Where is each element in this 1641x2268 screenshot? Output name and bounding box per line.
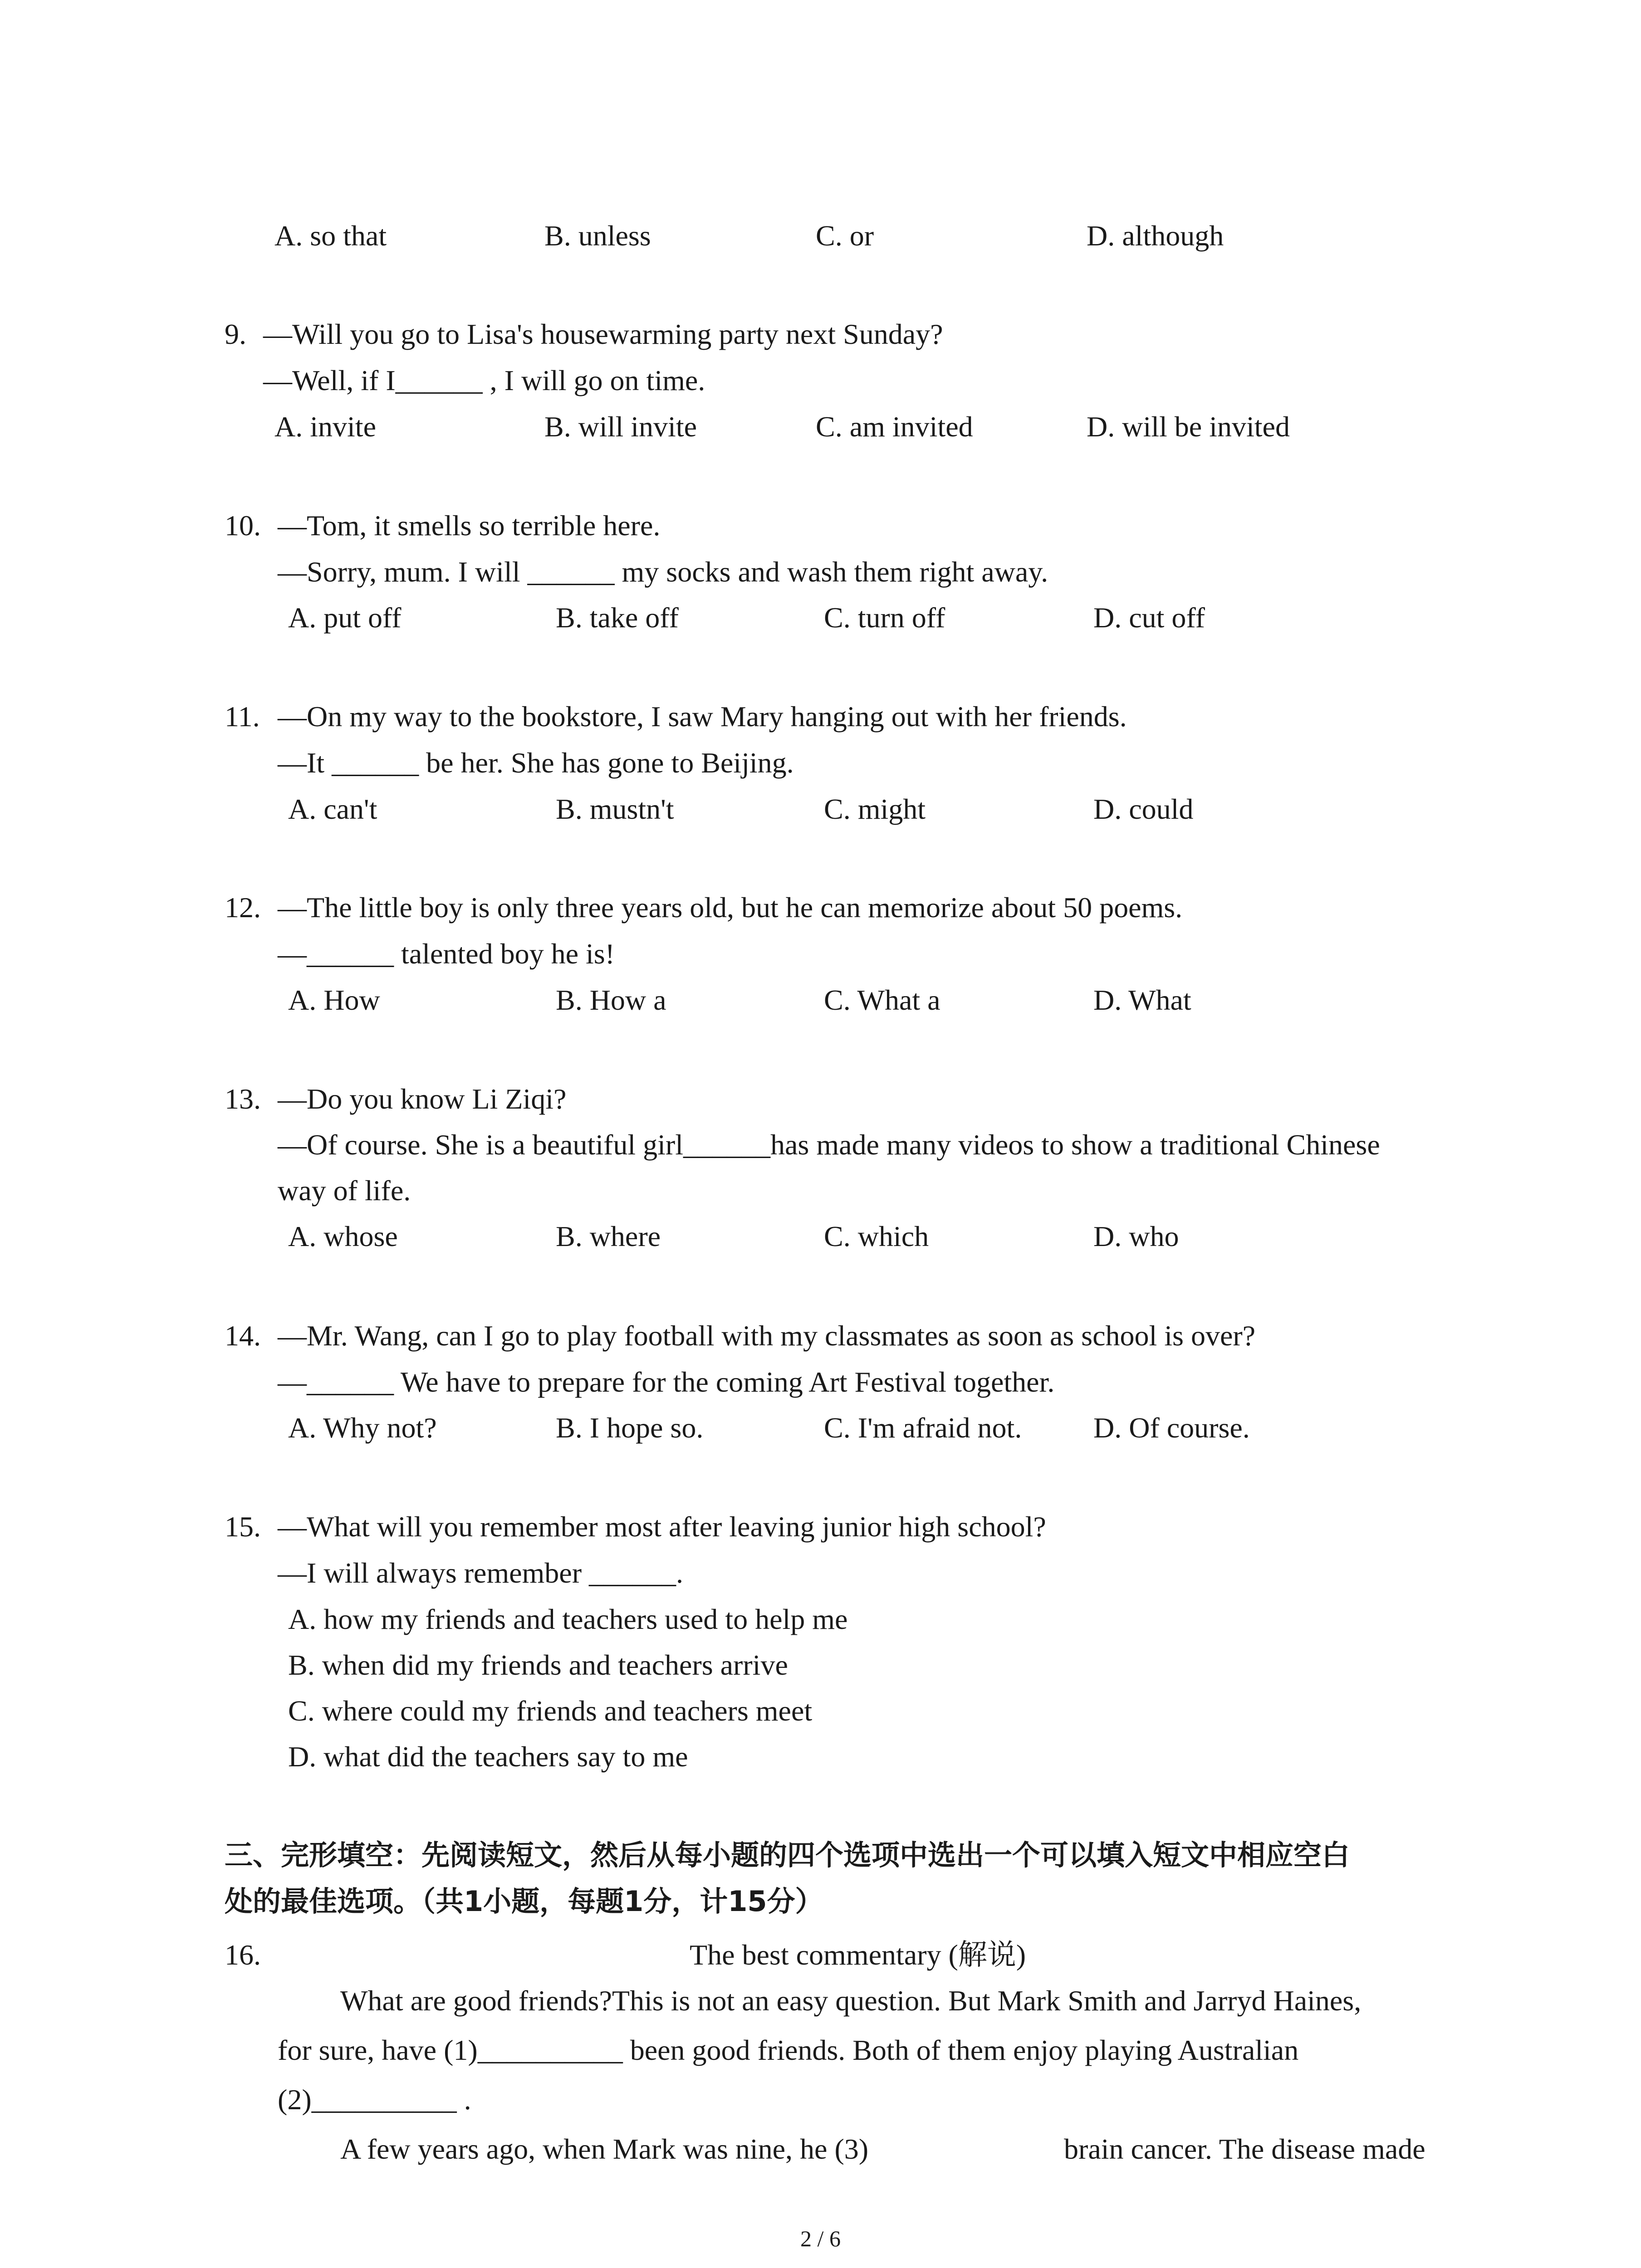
q15-option-b: B. when did my friends and teachers arrive — [288, 1649, 788, 1681]
q14-option-c: C. I'm afraid not. — [824, 1412, 1022, 1444]
q13-line-1: —Do you know Li Ziqi? — [278, 1083, 567, 1115]
passage-para1-line-1: What are good friends?This is not an easy question. But Mark Smith and Jarryd Haines, — [340, 1984, 1362, 2017]
q15-number: 15. — [225, 1510, 261, 1543]
q11-number: 11. — [225, 700, 260, 733]
q12-option-c: C. What a — [824, 984, 941, 1016]
q8-option-b: B. unless — [544, 220, 651, 252]
q13-number: 13. — [225, 1083, 261, 1115]
q10-option-c: C. turn off — [824, 601, 945, 634]
q12-number: 12. — [225, 891, 261, 924]
q14-option-a: A. Why not? — [288, 1412, 437, 1444]
q9-line-2: —Well, if I______ , I will go on time. — [263, 364, 705, 396]
passage-title: The best commentary (解说) — [690, 1939, 1026, 1971]
q11-option-a: A. can't — [288, 793, 377, 825]
q12-option-b: B. How a — [556, 984, 666, 1016]
q8-option-a: A. so that — [274, 220, 387, 252]
q10-option-b: B. take off — [556, 601, 679, 634]
q9-number: 9. — [225, 318, 246, 350]
q9-option-d: D. will be invited — [1087, 411, 1290, 443]
section-heading-line-2: 处的最佳选项。（共1小题，每题1分，计15分） — [225, 1885, 823, 1918]
passage-para2-line-1a: A few years ago, when Mark was nine, he (3) — [340, 2133, 869, 2165]
page-number: 2 / 6 — [800, 2226, 841, 2251]
q12-line-1: —The little boy is only three years old, but he can memorize about 50 poems. — [278, 891, 1183, 924]
q11-option-d: D. could — [1093, 793, 1194, 825]
q14-line-2: —______ We have to prepare for the coming Art Festival together. — [278, 1366, 1055, 1398]
q13-option-d: D. who — [1093, 1220, 1179, 1252]
section-heading-line-1: 三、完形填空：先阅读短文，然后从每小题的四个选项中选出一个可以填入短文中相应空白 — [225, 1838, 1350, 1872]
q15-option-c: C. where could my friends and teachers meet — [288, 1695, 813, 1727]
q9-option-a: A. invite — [274, 411, 376, 443]
q12-option-d: D. What — [1093, 984, 1191, 1016]
passage-para1-line-2: for sure, have (1)__________ been good friends. Both of them enjoy playing Australian — [278, 2034, 1299, 2066]
q13-option-a: A. whose — [288, 1220, 398, 1252]
q9-option-b: B. will invite — [544, 411, 697, 443]
q15-line-2: —I will always remember ______. — [278, 1557, 683, 1589]
q14-number: 14. — [225, 1320, 261, 1352]
q10-line-2: —Sorry, mum. I will ______ my socks and wash them right away. — [278, 556, 1048, 588]
q12-line-2: —______ talented boy he is! — [278, 938, 615, 970]
q11-option-b: B. mustn't — [556, 793, 674, 825]
q14-option-b: B. I hope so. — [556, 1412, 704, 1444]
q11-line-1: —On my way to the bookstore, I saw Mary hanging out with her friends. — [278, 700, 1127, 733]
q13-line-2: —Of course. She is a beautiful girl______has made many videos to show a traditional Chinese — [278, 1129, 1380, 1161]
q15-option-d: D. what did the teachers say to me — [288, 1740, 688, 1773]
passage-para1-line-3: (2)__________ . — [278, 2083, 471, 2116]
passage-para2-line-1b: brain cancer. The disease made — [1064, 2133, 1425, 2165]
q8-option-d: D. although — [1087, 220, 1224, 252]
q10-line-1: —Tom, it smells so terrible here. — [278, 509, 661, 542]
q13-line-3: way of life. — [278, 1174, 411, 1207]
q16-number: 16. — [225, 1939, 261, 1971]
q12-option-a: A. How — [288, 984, 380, 1016]
q15-line-1: —What will you remember most after leaving junior high school? — [278, 1510, 1046, 1543]
q13-option-b: B. where — [556, 1220, 661, 1252]
q13-option-c: C. which — [824, 1220, 929, 1252]
q15-option-a: A. how my friends and teachers used to help me — [288, 1603, 848, 1635]
q14-option-d: D. Of course. — [1093, 1412, 1250, 1444]
q10-option-d: D. cut off — [1093, 601, 1205, 634]
q10-number: 10. — [225, 509, 261, 542]
q9-option-c: C. am invited — [816, 411, 973, 443]
q14-line-1: —Mr. Wang, can I go to play football with my classmates as soon as school is over? — [278, 1320, 1256, 1352]
q9-line-1: —Will you go to Lisa's housewarming party next Sunday? — [263, 318, 943, 350]
q8-option-c: C. or — [816, 220, 874, 252]
q11-option-c: C. might — [824, 793, 926, 825]
q10-option-a: A. put off — [288, 601, 402, 634]
q11-line-2: —It ______ be her. She has gone to Beijing. — [278, 747, 794, 779]
